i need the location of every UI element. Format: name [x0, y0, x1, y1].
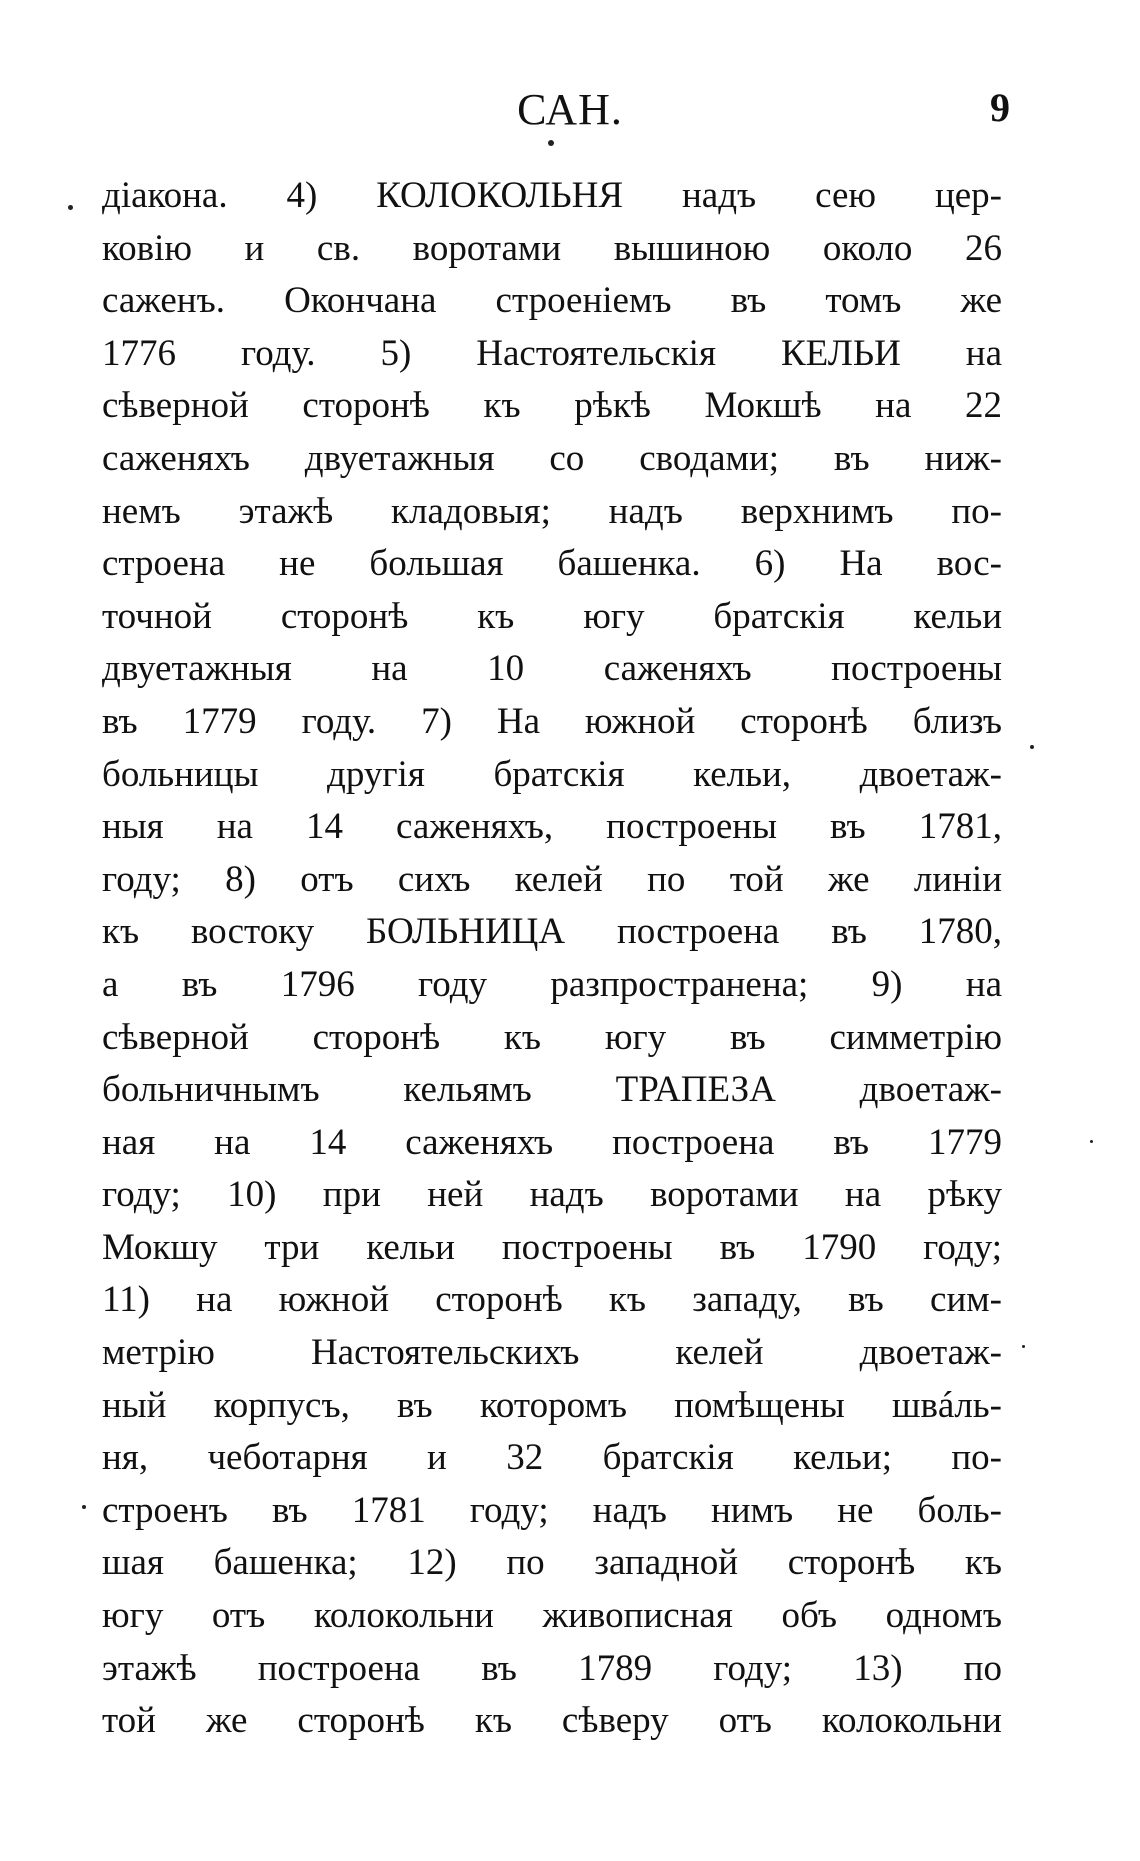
running-head: САН. — [517, 85, 623, 134]
text-line: саженяхъ двуетажныя со сводами; въ ниж- — [102, 437, 1002, 479]
body-text — [102, 170, 1002, 1748]
scan-speck — [548, 140, 554, 146]
text-line: той же сторонѣ къ сѣверу отъ колокольни — [102, 1700, 1002, 1742]
text-line: сѣверной сторонѣ къ югу въ симметрію — [102, 1016, 1002, 1058]
text-line: больничнымъ кельямъ ТРАПЕЗА двоетаж- — [102, 1069, 1002, 1111]
text-line: точной сторонѣ къ югу братскія кельи — [102, 595, 1002, 637]
page-header — [0, 78, 1140, 138]
text-line: ня, чеботарня и 32 братскія кельи; по- — [102, 1437, 1002, 1479]
text-line: строена не большая башенка. 6) На вос- — [102, 543, 1002, 585]
text-line: шая башенка; 12) по западной сторонѣ къ — [102, 1542, 1002, 1584]
text-line: югу отъ колокольни живописная объ одномъ — [102, 1595, 1002, 1637]
text-line: немъ этажѣ кладовыя; надъ верхнимъ по- — [102, 490, 1002, 532]
scan-speck — [1090, 1140, 1093, 1143]
page-number: 9 — [990, 85, 1010, 130]
scan-speck — [68, 205, 73, 210]
text-line: ная на 14 саженяхъ построена въ 1779 — [102, 1121, 1002, 1163]
text-line: метрію Настоятельскихъ келей двоетаж- — [102, 1332, 1002, 1374]
text-line: этажѣ построена въ 1789 году; 13) по — [102, 1647, 1002, 1689]
text-line: строенъ въ 1781 году; надъ нимъ не боль- — [102, 1489, 1002, 1531]
text-line: діакона. 4) КОЛОКОЛЬНЯ надъ сею цер- — [102, 175, 1002, 216]
text-line: саженъ. Окончана строеніемъ въ томъ же — [102, 280, 1002, 322]
scan-speck — [1022, 1345, 1025, 1348]
text-line: а въ 1796 году разпространена; 9) на — [102, 963, 1002, 1005]
text-line: къ востоку БОЛЬНИЦА построена въ 1780, — [102, 911, 1002, 953]
text-line: двуетажныя на 10 саженяхъ построены — [102, 648, 1002, 690]
text-line: сѣверной сторонѣ къ рѣкѣ Мокшѣ на 22 — [102, 385, 1002, 427]
text-line: ковію и св. воротами вышиною около 26 — [102, 227, 1002, 269]
text-line: году; 10) при ней надъ воротами на рѣку — [102, 1174, 1002, 1216]
scan-speck — [1030, 745, 1034, 749]
text-line: 1776 году. 5) Настоятельскія КЕЛЬИ на — [102, 332, 1002, 374]
scan-speck — [82, 1505, 86, 1509]
text-line: году; 8) отъ сихъ келей по той же линіи — [102, 858, 1002, 900]
text-line: Мокшу три кельи построены въ 1790 году; — [102, 1226, 1002, 1268]
text-line: въ 1779 году. 7) На южной сторонѣ близъ — [102, 700, 1002, 742]
text-line: больницы другія братскія кельи, двоетаж- — [102, 753, 1002, 795]
text-line: 11) на южной сторонѣ къ западу, въ сим- — [102, 1279, 1002, 1321]
text-line: ный корпусъ, въ которомъ помѣщены швáль- — [102, 1384, 1002, 1426]
text-line: ныя на 14 саженяхъ, построены въ 1781, — [102, 806, 1002, 848]
